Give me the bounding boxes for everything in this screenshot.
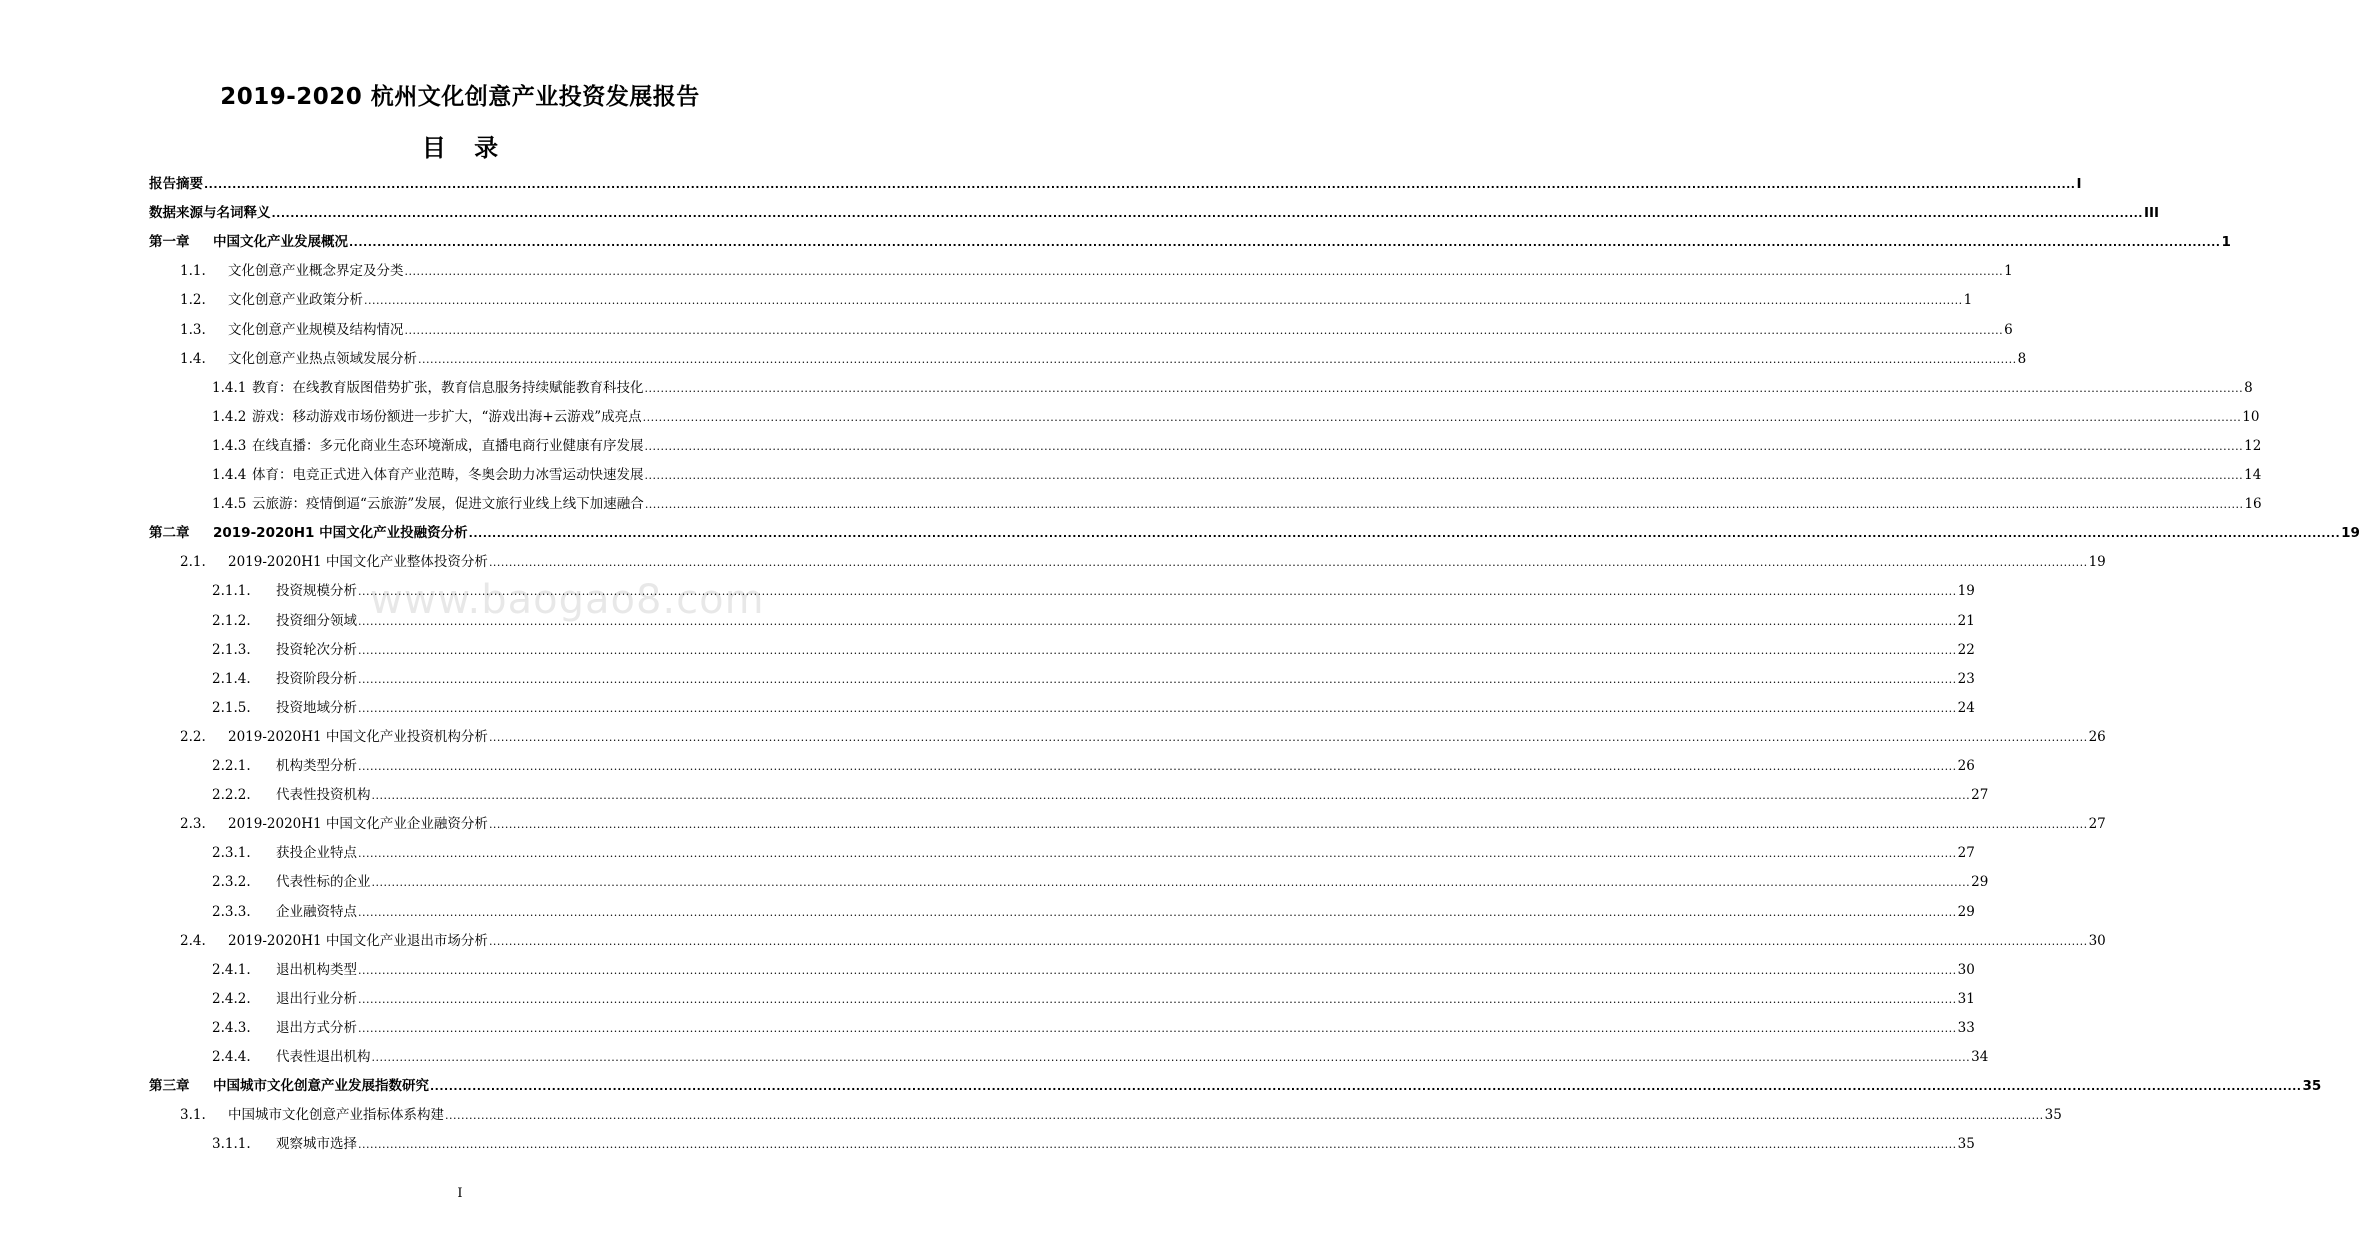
toc-entry-number: 2.3.1. <box>212 845 251 862</box>
toc-entry-number: 2.3. <box>180 816 206 833</box>
toc-entry-label: 代表性退出机构 <box>276 1049 371 1065</box>
toc-entry[interactable] <box>0 519 2360 547</box>
toc-entry[interactable] <box>0 752 1975 780</box>
toc-entry[interactable] <box>0 316 2013 344</box>
toc-entry[interactable] <box>0 607 1975 635</box>
toc-entry-number: 1.4.2 <box>212 408 247 425</box>
toc-entry-number: 2.2.1. <box>212 758 251 774</box>
toc-entry-line <box>276 1043 1989 1072</box>
toc-entry-label: 中国文化产业发展概况 <box>213 234 348 251</box>
toc-leader-dots: ................................................................................................................................................................................................................................................................................................................................................................................................................ <box>349 236 2221 250</box>
toc-entry-number: 2.1.5. <box>212 699 251 716</box>
toc-entry-page: 21 <box>1957 612 1975 629</box>
toc-leader-dots: ................................................................................................................................................................................................................................................................................................................................................................................................................ <box>445 1109 2044 1123</box>
toc-entry-label: 观察城市选择 <box>276 1136 357 1153</box>
toc-entry-line <box>252 374 2253 403</box>
toc-entry-line <box>276 985 1975 1014</box>
toc-entry-number: 2.4. <box>180 932 206 949</box>
toc-leader-dots: ................................................................................................................................................................................................................................................................................................................................................................................................................ <box>644 439 2244 453</box>
toc-entry-line <box>276 694 1975 723</box>
toc-entry-line <box>276 1014 1975 1043</box>
toc-entry-line <box>276 781 1989 810</box>
toc-leader-dots: ................................................................................................................................................................................................................................................................................................................................................................................................................ <box>404 265 2004 279</box>
toc-entry-page: III <box>2143 205 2160 222</box>
toc-entry-number: 2.2.2. <box>212 787 251 804</box>
toc-entry[interactable] <box>0 723 2106 751</box>
toc-leader-dots: ................................................................................................................................................................................................................................................................................................................................................................................................................ <box>644 498 2244 512</box>
toc-entry-line <box>276 839 1975 868</box>
toc-entry-line <box>276 868 1989 897</box>
toc-entry-number: 2.4.4. <box>212 1049 251 1065</box>
toc-entry-line <box>213 519 2360 548</box>
toc-entry-number: 1.4.3 <box>212 437 247 454</box>
toc-entry-line <box>276 752 1975 781</box>
toc-entry-page: 27 <box>1971 787 1989 804</box>
toc-entry-number: 2.1.4. <box>212 670 251 687</box>
toc-entry-line <box>276 665 1975 694</box>
toc-entry[interactable] <box>0 1043 1989 1071</box>
toc-entry-page: I <box>2076 176 2082 192</box>
toc-entry-page: 1 <box>2004 263 2013 280</box>
toc-entry[interactable] <box>0 781 1989 809</box>
toc-entry[interactable] <box>0 636 1975 664</box>
watermark: www.baogao8.com <box>370 577 765 623</box>
toc-leader-dots: ................................................................................................................................................................................................................................................................................................................................................................................................................ <box>488 818 2088 832</box>
toc-entry-label: 体育：电竞正式进入体育产业范畴，冬奥会助力冰雪运动快速发展 <box>252 467 644 483</box>
toc-leader-dots: ................................................................................................................................................................................................................................................................................................................................................................................................................ <box>644 469 2244 482</box>
toc-entry-page: 27 <box>2088 816 2106 833</box>
toc-entry[interactable] <box>0 898 1975 926</box>
toc-entry-number: 3.1. <box>180 1107 206 1124</box>
toc-leader-dots: ................................................................................................................................................................................................................................................................................................................................................................................................................ <box>488 556 2088 570</box>
toc-entry-number: 1.2. <box>180 292 206 309</box>
toc-entry-page: 23 <box>1957 670 1975 687</box>
toc-entry-page: 24 <box>1957 699 1975 716</box>
toc-entry-line <box>228 723 2106 752</box>
toc-entry-page: 30 <box>2088 932 2106 949</box>
toc-leader-dots: ................................................................................................................................................................................................................................................................................................................................................................................................................ <box>418 352 2017 366</box>
toc-entry-page: 29 <box>1957 903 1975 920</box>
toc-entry-number: 第三章 <box>149 1078 190 1095</box>
toc-entry-label: 退出行业分析 <box>276 990 357 1007</box>
toc-entry-number: 2.1.3. <box>212 641 251 658</box>
toc-leader-dots: ................................................................................................................................................................................................................................................................................................................................................................................................................ <box>358 992 1957 1006</box>
toc-entry-label: 退出机构类型 <box>276 961 357 978</box>
toc-leader-dots: ................................................................................................................................................................................................................................................................................................................................................................................................................ <box>358 905 1957 919</box>
toc-entry-number: 1.4.4 <box>212 467 247 483</box>
toc-entry[interactable] <box>0 868 1989 896</box>
toc-entry-page: 6 <box>2004 321 2013 338</box>
toc-entry-line <box>228 810 2106 839</box>
toc-leader-dots: ................................................................................................................................................................................................................................................................................................................................................................................................................ <box>404 323 2004 337</box>
toc-leader-dots: ................................................................................................................................................................................................................................................................................................................................................................................................................ <box>358 614 1957 628</box>
page-number: I <box>457 1186 463 1201</box>
toc-entry-number: 3.1.1. <box>212 1136 251 1153</box>
toc-entry-line <box>252 403 2260 432</box>
toc-entry-number: 2.3.2. <box>212 874 251 891</box>
toc-entry-line <box>228 548 2106 577</box>
toc-entry-line <box>252 490 2262 519</box>
toc-entry-page: 14 <box>2244 467 2262 483</box>
toc-entry-page: 1 <box>1963 292 1973 309</box>
toc-heading: 目 录 <box>421 134 499 162</box>
toc-entry-label: 中国城市文化创意产业指标体系构建 <box>228 1107 444 1124</box>
toc-entry[interactable] <box>0 665 1975 693</box>
toc-entry-label: 在线直播：多元化商业生态环境渐成，直播电商行业健康有序发展 <box>252 437 644 454</box>
toc-entry[interactable] <box>0 1130 1975 1158</box>
toc-leader-dots: ................................................................................................................................................................................................................................................................................................................................................................................................................ <box>204 178 2076 191</box>
toc-leader-dots: ................................................................................................................................................................................................................................................................................................................................................................................................................ <box>358 701 1957 715</box>
toc-entry-page: 31 <box>1957 990 1975 1007</box>
toc-entry[interactable] <box>0 257 2013 285</box>
toc-entry-label: 投资细分领域 <box>276 612 357 629</box>
toc-entry-label: 投资轮次分析 <box>276 641 357 658</box>
toc-entry-label: 获投企业特点 <box>276 845 357 862</box>
toc-entry-page: 19 <box>2088 554 2106 571</box>
toc-entry[interactable] <box>0 810 2106 838</box>
toc-leader-dots: ................................................................................................................................................................................................................................................................................................................................................................................................................ <box>642 410 2242 424</box>
toc-leader-dots: ................................................................................................................................................................................................................................................................................................................................................................................................................ <box>488 934 2088 948</box>
toc-leader-dots: ................................................................................................................................................................................................................................................................................................................................................................................................................ <box>271 207 2143 221</box>
toc-entry-page: 29 <box>1971 874 1989 891</box>
toc-entry-line <box>228 257 2013 286</box>
toc-entry-page: 16 <box>2244 496 2262 513</box>
toc-entry-label: 数据来源与名词释义 <box>149 205 271 222</box>
toc-entry[interactable] <box>0 1101 2062 1129</box>
toc-leader-dots: ................................................................................................................................................................................................................................................................................................................................................................................................................ <box>371 789 1971 803</box>
toc-entry[interactable] <box>0 228 2231 256</box>
toc-entry[interactable] <box>0 577 1975 605</box>
toc-entry-line <box>213 228 2231 257</box>
toc-entry[interactable] <box>0 170 2082 198</box>
toc-entry-number: 1.4.5 <box>212 496 247 513</box>
toc-entry-label: 报告摘要 <box>149 176 203 192</box>
toc-entry-page: 19 <box>2341 525 2360 542</box>
toc-entry[interactable] <box>0 1072 2322 1100</box>
toc-entry-number: 1.3. <box>180 321 206 338</box>
toc-leader-dots: ................................................................................................................................................................................................................................................................................................................................................................................................................ <box>358 672 1957 686</box>
toc-leader-dots: ................................................................................................................................................................................................................................................................................................................................................................................................................ <box>371 876 1971 890</box>
toc-entry-number: 2.4.2. <box>212 990 251 1007</box>
toc-entry-number: 1.1. <box>180 263 206 280</box>
toc-entry-page: 8 <box>2017 350 2027 367</box>
toc-entry-number: 2.1.1. <box>212 583 251 600</box>
toc-entry-page: 26 <box>1957 758 1975 774</box>
toc-entry-line <box>276 1130 1975 1159</box>
toc-entry-page: 30 <box>1957 961 1975 978</box>
toc-entry-label: 机构类型分析 <box>276 758 357 774</box>
toc-entry-line <box>276 636 1975 665</box>
toc-leader-dots: ................................................................................................................................................................................................................................................................................................................................................................................................................ <box>358 1138 1957 1152</box>
toc-entry-page: 26 <box>2088 728 2106 745</box>
toc-entry-line <box>228 286 1973 315</box>
toc-leader-dots: ................................................................................................................................................................................................................................................................................................................................................................................................................ <box>468 527 2341 541</box>
toc-entry[interactable] <box>0 985 1975 1013</box>
toc-entry[interactable] <box>0 927 2106 955</box>
toc-leader-dots: ................................................................................................................................................................................................................................................................................................................................................................................................................ <box>430 1080 2302 1094</box>
toc-entry[interactable] <box>0 403 2260 431</box>
toc-entry-line <box>252 461 2262 490</box>
document-title: 2019-2020 杭州文化创意产业投资发展报告 <box>220 84 700 110</box>
toc-leader-dots: ................................................................................................................................................................................................................................................................................................................................................................................................................ <box>488 730 2088 744</box>
toc-entry-number: 1.4.1 <box>212 379 247 396</box>
toc-entry-line <box>149 199 2160 228</box>
toc-entry-number: 2.3.3. <box>212 903 251 920</box>
toc-entry-line <box>276 577 1975 606</box>
toc-entry[interactable] <box>0 345 2027 373</box>
toc-entry-number: 2.4.1. <box>212 961 251 978</box>
toc-entry[interactable] <box>0 432 2262 460</box>
toc-entry-line <box>276 607 1975 636</box>
toc-leader-dots: ................................................................................................................................................................................................................................................................................................................................................................................................................ <box>364 294 1963 308</box>
toc-entry-line <box>276 956 1975 985</box>
toc-entry-page: 33 <box>1957 1019 1975 1036</box>
toc-entry-label: 2019-2020H1 中国文化产业企业融资分析 <box>228 816 488 833</box>
toc-leader-dots: ................................................................................................................................................................................................................................................................................................................................................................................................................ <box>358 847 1957 861</box>
toc-entry-page: 10 <box>2242 408 2260 425</box>
toc-entry-page: 1 <box>2221 234 2231 251</box>
toc-entry-label: 中国城市文化创意产业发展指数研究 <box>213 1078 429 1095</box>
toc-leader-dots: ................................................................................................................................................................................................................................................................................................................................................................................................................ <box>358 760 1957 773</box>
toc-entry[interactable] <box>0 286 1973 314</box>
toc-entry-number: 2.4.3. <box>212 1019 251 1036</box>
toc-entry[interactable] <box>0 199 2160 227</box>
toc-entry[interactable] <box>0 548 2106 576</box>
toc-entry-line <box>213 1072 2322 1101</box>
toc-entry-line <box>252 432 2262 461</box>
toc-entry-number: 1.4. <box>180 350 206 367</box>
toc-entry-label: 2019-2020H1 中国文化产业投融资分析 <box>213 525 468 542</box>
toc-entry-label: 文化创意产业规模及结构情况 <box>228 321 404 338</box>
toc-entry[interactable] <box>0 839 1975 867</box>
toc-leader-dots: ................................................................................................................................................................................................................................................................................................................................................................................................................ <box>358 1021 1957 1035</box>
toc-entry-label: 代表性投资机构 <box>276 787 371 804</box>
toc-entry-label: 投资规模分析 <box>276 583 357 600</box>
toc-entry-page: 22 <box>1957 641 1975 658</box>
toc-entry-label: 云旅游：疫情倒逼“云旅游”发展，促进文旅行业线上线下加速融合 <box>252 496 644 513</box>
toc-entry[interactable] <box>0 956 1975 984</box>
toc-entry[interactable] <box>0 1014 1975 1042</box>
toc-entry[interactable] <box>0 490 2262 518</box>
toc-entry-label: 2019-2020H1 中国文化产业整体投资分析 <box>228 554 488 571</box>
toc-entry-label: 2019-2020H1 中国文化产业退出市场分析 <box>228 932 488 949</box>
toc-entry-label: 投资阶段分析 <box>276 670 357 687</box>
toc-entry-label: 文化创意产业政策分析 <box>228 292 363 309</box>
toc-entry-page: 35 <box>1957 1136 1975 1153</box>
toc-entry-number: 2.1. <box>180 554 206 571</box>
toc-entry-label: 2019-2020H1 中国文化产业投资机构分析 <box>228 728 488 745</box>
toc-leader-dots: ................................................................................................................................................................................................................................................................................................................................................................................................................ <box>371 1051 1971 1064</box>
toc-entry-number: 2.1.2. <box>212 612 251 629</box>
toc-entry-page: 35 <box>2044 1107 2062 1124</box>
toc-entry-label: 文化创意产业概念界定及分类 <box>228 263 404 280</box>
toc-entry-line <box>276 898 1975 927</box>
toc-entry[interactable] <box>0 694 1975 722</box>
toc-entry-label: 游戏：移动游戏市场份额进一步扩大，“游戏出海+云游戏”成亮点 <box>252 408 642 425</box>
toc-leader-dots: ................................................................................................................................................................................................................................................................................................................................................................................................................ <box>644 381 2244 395</box>
toc-entry-label: 教育：在线教育版图借势扩张，教育信息服务持续赋能教育科技化 <box>252 379 644 396</box>
toc-entry-label: 文化创意产业热点领域发展分析 <box>228 350 417 367</box>
toc-entry-page: 19 <box>1957 583 1975 600</box>
toc-entry[interactable] <box>0 374 2253 402</box>
toc-entry-number: 2.2. <box>180 728 206 745</box>
toc-entry-label: 投资地域分析 <box>276 699 357 716</box>
toc-entry-page: 27 <box>1957 845 1975 862</box>
toc-entry-line <box>228 1101 2062 1130</box>
toc-entry-label: 企业融资特点 <box>276 903 357 920</box>
toc-entry-page: 12 <box>2244 437 2262 454</box>
toc-entry-page: 35 <box>2302 1078 2322 1095</box>
toc-leader-dots: ................................................................................................................................................................................................................................................................................................................................................................................................................ <box>358 643 1957 657</box>
toc-entry-line <box>228 927 2106 956</box>
toc-entry-number: 第一章 <box>149 234 190 251</box>
toc-entry-line <box>228 345 2027 374</box>
toc-entry-page: 8 <box>2244 379 2253 396</box>
toc-leader-dots: ................................................................................................................................................................................................................................................................................................................................................................................................................ <box>358 963 1957 977</box>
toc-leader-dots: ................................................................................................................................................................................................................................................................................................................................................................................................................ <box>358 585 1957 599</box>
toc-entry[interactable] <box>0 461 2262 489</box>
toc-entry-label: 代表性标的企业 <box>276 874 371 891</box>
toc-entry-label: 退出方式分析 <box>276 1019 357 1036</box>
toc-entry-number: 第二章 <box>149 525 190 542</box>
toc-entry-line <box>228 316 2013 345</box>
toc-entry-line <box>149 170 2082 199</box>
toc-entry-page: 34 <box>1971 1049 1989 1065</box>
